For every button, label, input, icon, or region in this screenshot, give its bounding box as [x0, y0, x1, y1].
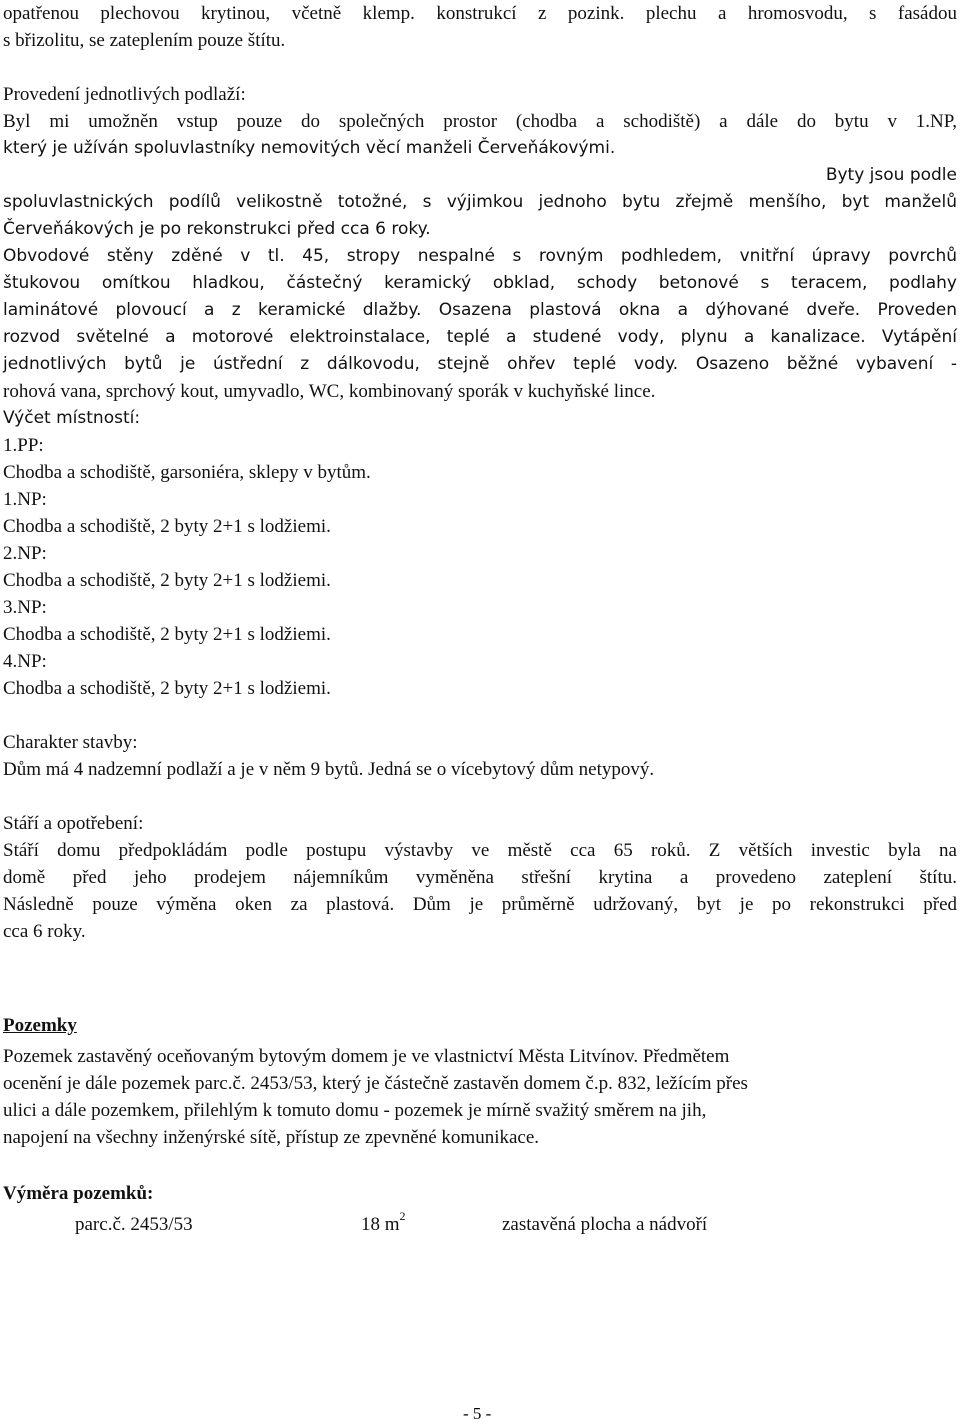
text-line: napojení na všechny inženýrské sítě, přístup ze zpevněné komunikace.	[3, 1127, 540, 1148]
text-line: opatřenou plechovou krytinou, včetně klemp. konstrukcí z pozink. plechu a hromosvodu, s fasádou	[3, 3, 957, 24]
text-line: 3.NP:	[3, 597, 47, 618]
text-line: ulici a dále pozemkem, přilehlým k tomuto domu - pozemek je mírně svažitý směrem na jih,	[3, 1100, 707, 1121]
text-line: Chodba a schodiště, 2 byty 2+1 s lodžiemi.	[3, 570, 331, 591]
text-line: Byty jsou podle	[825, 165, 957, 185]
page-number: - 5 -	[463, 1404, 492, 1423]
text-line: Chodba a schodiště, 2 byty 2+1 s lodžiemi.	[3, 516, 331, 537]
text-line: Stáří a opotřebení:	[3, 813, 144, 834]
text-line: laminátové plovoucí a z keramické dlažby. Osazena plastová okna a dýhované dveře. Proveden	[3, 300, 957, 320]
text-line: 2.NP:	[3, 543, 47, 564]
land-area-unit-exponent: 2	[399, 1208, 406, 1223]
text-line: cca 6 roky.	[3, 921, 86, 942]
text-line: Pozemky	[3, 1015, 77, 1036]
text-line: Dům má 4 nadzemní podlaží a je v něm 9 bytů. Jedná se o vícebytový dům netypový.	[3, 759, 655, 780]
text-line: Výměra pozemků:	[3, 1183, 154, 1204]
text-line: rohová vana, sprchový kout, umyvadlo, WC, kombinovaný sporák v kuchyňské lince.	[3, 381, 656, 402]
text-line: který je užíván spoluvlastníky nemovitých věcí manželi Červeňákovými.	[3, 138, 616, 158]
text-line: štukovou omítkou hladkou, částečný keramický obklad, schody betonové s teracem, podlahy	[3, 273, 957, 293]
text-line: Provedení jednotlivých podlaží:	[3, 84, 246, 105]
text-line: jednotlivých bytů je ústřední z dálkovodu, stejně ohřev teplé vody. Osazeno běžné vybavení -	[3, 354, 957, 374]
text-line: Chodba a schodiště, 2 byty 2+1 s lodžiemi.	[3, 678, 331, 699]
land-area	[361, 1208, 406, 1238]
text-line: Chodba a schodiště, 2 byty 2+1 s lodžiemi.	[3, 624, 331, 645]
text-line: Pozemek zastavěný oceňovaným bytovým domem je ve vlastnictví Města Litvínov. Předmětem	[3, 1046, 730, 1067]
text-line: Charakter stavby:	[3, 732, 138, 753]
text-line: Byl mi umožněn vstup pouze do společných prostor (chodba a schodiště) a dále do bytu v 1.NP,	[3, 111, 957, 132]
land-use: zastavěná plocha a nádvoří	[502, 1214, 708, 1235]
text-line: ocenění je dále pozemek parc.č. 2453/53, který je částečně zastavěn domem č.p. 832, ležícím přes	[3, 1073, 748, 1094]
text-line: 1.NP:	[3, 489, 47, 510]
text-line: spoluvlastnických podílů velikostně totožné, s výjimkou jednoho bytu zřejmě menšího, byt manželů	[3, 192, 957, 212]
text-line: 4.NP:	[3, 651, 47, 672]
text-line: s břizolitu, se zateplením pouze štítu.	[3, 30, 286, 51]
text-line: Následně pouze výměna oken za plastová. Dům je průměrně udržovaný, byt je po rekonstrukci před	[3, 894, 957, 915]
text-line: rozvod světelné a motorové elektroinstalace, teplé a studené vody, plynu a kanalizace. Vytápění	[3, 327, 957, 347]
land-parcel-number: parc.č. 2453/53	[75, 1214, 193, 1235]
text-line: Červeňákových je po rekonstrukci před cca 6 roky.	[3, 219, 431, 239]
text-line: domě před jeho prodejem nájemníkům vyměněna střešní krytina a provedeno zateplení štítu.	[3, 867, 957, 888]
text-line: Obvodové stěny zděné v tl. 45, stropy nespalné s rovným podhledem, vnitřní úpravy povrchů	[3, 246, 957, 266]
land-area-value: 18 m	[361, 1214, 400, 1235]
text-line: 1.PP:	[3, 435, 44, 456]
text-line: Stáří domu předpokládám podle postupu výstavby ve městě cca 65 roků. Z větších investic byla na	[3, 840, 957, 861]
text-line: Výčet místností:	[3, 408, 141, 428]
text-line: Chodba a schodiště, garsoniéra, sklepy v bytům.	[3, 462, 371, 483]
